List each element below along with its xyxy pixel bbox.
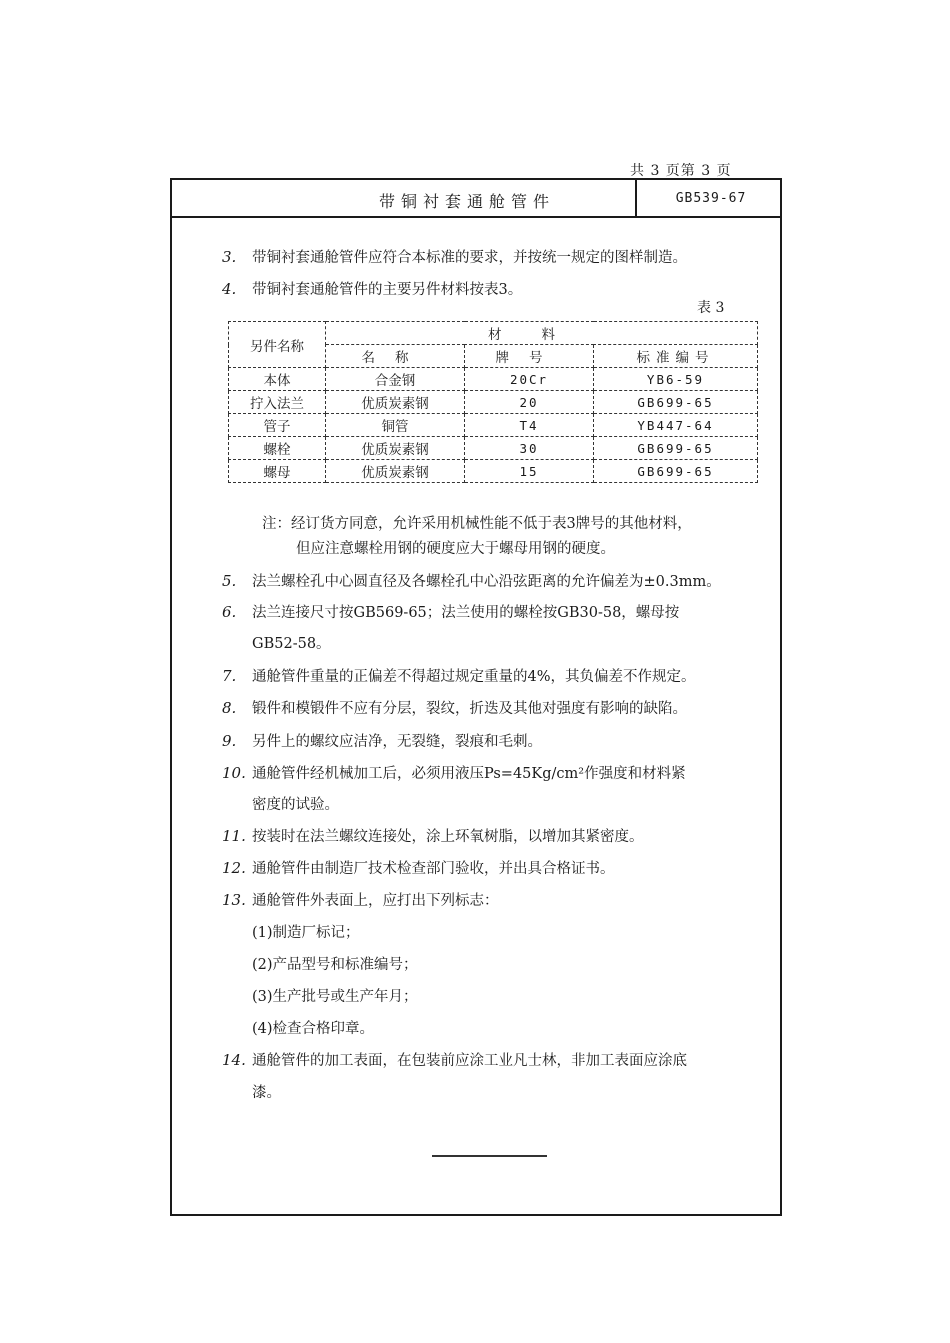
table-label: 表 3 xyxy=(697,300,725,316)
clause-text: 法兰螺栓孔中心圆直径及各螺栓孔中心沿弦距离的允许偏差为±0.3mm。 xyxy=(252,574,721,590)
mark-item-2: (2)产品型号和标准编号； xyxy=(252,957,418,973)
standard-cell: YB447-64 xyxy=(594,414,758,437)
end-rule xyxy=(432,1155,547,1157)
note-line-2: 但应注意螺栓用钢的硬度应大于螺母用钢的硬度。 xyxy=(296,541,615,557)
material-cell: 优质炭素钢 xyxy=(326,437,465,460)
mark-item-1: (1)制造厂标记； xyxy=(252,925,360,941)
clause-text: 法兰连接尺寸按GB569-65；法兰使用的螺栓按GB30-58，螺母按 xyxy=(252,605,680,621)
clause-text: 通舱管件重量的正偏差不得超过规定重量的4%，其负偏差不作规定。 xyxy=(252,669,696,685)
clause-6-continued: GB52-58。 xyxy=(252,636,331,652)
note-line-1: 注：经订货方同意，允许采用机械性能不低于表3牌号的其他材料， xyxy=(262,516,692,532)
clause-10-continued: 密度的试验。 xyxy=(252,797,339,813)
clause-number: 3. xyxy=(222,248,237,266)
standard-code: GB539-67 xyxy=(675,191,747,206)
material-cell: 合金钢 xyxy=(326,368,465,391)
header-divider xyxy=(635,180,637,216)
header-row xyxy=(172,180,780,218)
clause-number: 9. xyxy=(222,732,237,750)
standard-header: 标准编号 xyxy=(594,345,758,368)
part-name-header: 另件名称 xyxy=(229,322,326,368)
table-row xyxy=(229,368,758,391)
table-row xyxy=(229,437,758,460)
clause-number: 6. xyxy=(222,603,237,621)
clause-14 xyxy=(222,1049,687,1070)
clause-4 xyxy=(222,278,522,299)
grade-header: 牌号 xyxy=(465,345,594,368)
clause-3 xyxy=(222,246,687,267)
clause-number: 4. xyxy=(222,280,237,298)
clause-13 xyxy=(222,889,499,910)
material-cell: 优质炭素钢 xyxy=(326,391,465,414)
clause-number: 7. xyxy=(222,667,237,685)
grade-cell: 15 xyxy=(465,460,594,483)
standard-cell: GB699-65 xyxy=(594,437,758,460)
clause-12 xyxy=(222,857,615,878)
clause-text: 另件上的螺纹应洁净，无裂缝，裂痕和毛刺。 xyxy=(252,734,542,750)
table-header-row xyxy=(229,322,758,345)
clause-text: 按装时在法兰螺纹连接处，涂上环氧树脂，以增加其紧密度。 xyxy=(252,829,644,845)
clause-text: 通舱管件的加工表面，在包装前应涂工业凡士林，非加工表面应涂底 xyxy=(252,1053,687,1069)
clause-number: 5. xyxy=(222,572,237,590)
material-cell: 铜管 xyxy=(326,414,465,437)
clause-14-continued: 漆。 xyxy=(252,1085,281,1101)
part-cell: 螺母 xyxy=(229,460,326,483)
clause-text: 通舱管件外表面上，应打出下列标志： xyxy=(252,893,499,909)
clause-5 xyxy=(222,570,721,591)
clause-text: 带铜衬套通舱管件的主要另件材料按表3。 xyxy=(252,282,523,298)
standard-cell: GB699-65 xyxy=(594,391,758,414)
clause-9 xyxy=(222,730,542,751)
standard-cell: YB6-59 xyxy=(594,368,758,391)
clause-number: 11. xyxy=(222,827,246,845)
clause-6 xyxy=(222,601,679,622)
clause-text: 锻件和模锻件不应有分层，裂纹，折迭及其他对强度有影响的缺陷。 xyxy=(252,701,687,717)
clause-number: 8. xyxy=(222,699,237,717)
clause-8 xyxy=(222,697,687,718)
document-title: 带铜衬套通舱管件 xyxy=(378,192,555,211)
grade-cell: 30 xyxy=(465,437,594,460)
mark-item-3: (3)生产批号或生产年月； xyxy=(252,989,418,1005)
clause-7 xyxy=(222,665,696,686)
clause-10 xyxy=(222,762,686,783)
material-cell: 优质炭素钢 xyxy=(326,460,465,483)
grade-cell: T4 xyxy=(465,414,594,437)
clause-number: 14. xyxy=(222,1051,246,1069)
clause-number: 12. xyxy=(222,859,246,877)
page-number: 共 3 页第 3 页 xyxy=(630,163,732,179)
materials-table xyxy=(228,321,758,483)
part-cell: 螺栓 xyxy=(229,437,326,460)
clause-11 xyxy=(222,825,644,846)
clause-text: 带铜衬套通舱管件应符合本标准的要求，并按统一规定的图样制造。 xyxy=(252,250,687,266)
grade-cell: 20 xyxy=(465,391,594,414)
clause-number: 13. xyxy=(222,891,246,909)
material-group-header: 材料 xyxy=(326,322,758,345)
clause-number: 10. xyxy=(222,764,246,782)
part-cell: 本体 xyxy=(229,368,326,391)
clause-text: 通舱管件经机械加工后，必须用液压Ps=45Kg/cm²作强度和材料紧 xyxy=(252,766,686,782)
material-name-header: 名称 xyxy=(326,345,465,368)
part-cell: 拧入法兰 xyxy=(229,391,326,414)
grade-cell: 20Cr xyxy=(465,368,594,391)
standard-cell: GB699-65 xyxy=(594,460,758,483)
clause-text: 通舱管件由制造厂技术检查部门验收，并出具合格证书。 xyxy=(252,861,615,877)
table-row xyxy=(229,414,758,437)
table-row xyxy=(229,391,758,414)
table-row xyxy=(229,460,758,483)
mark-item-4: (4)检查合格印章。 xyxy=(252,1021,375,1037)
part-cell: 管子 xyxy=(229,414,326,437)
